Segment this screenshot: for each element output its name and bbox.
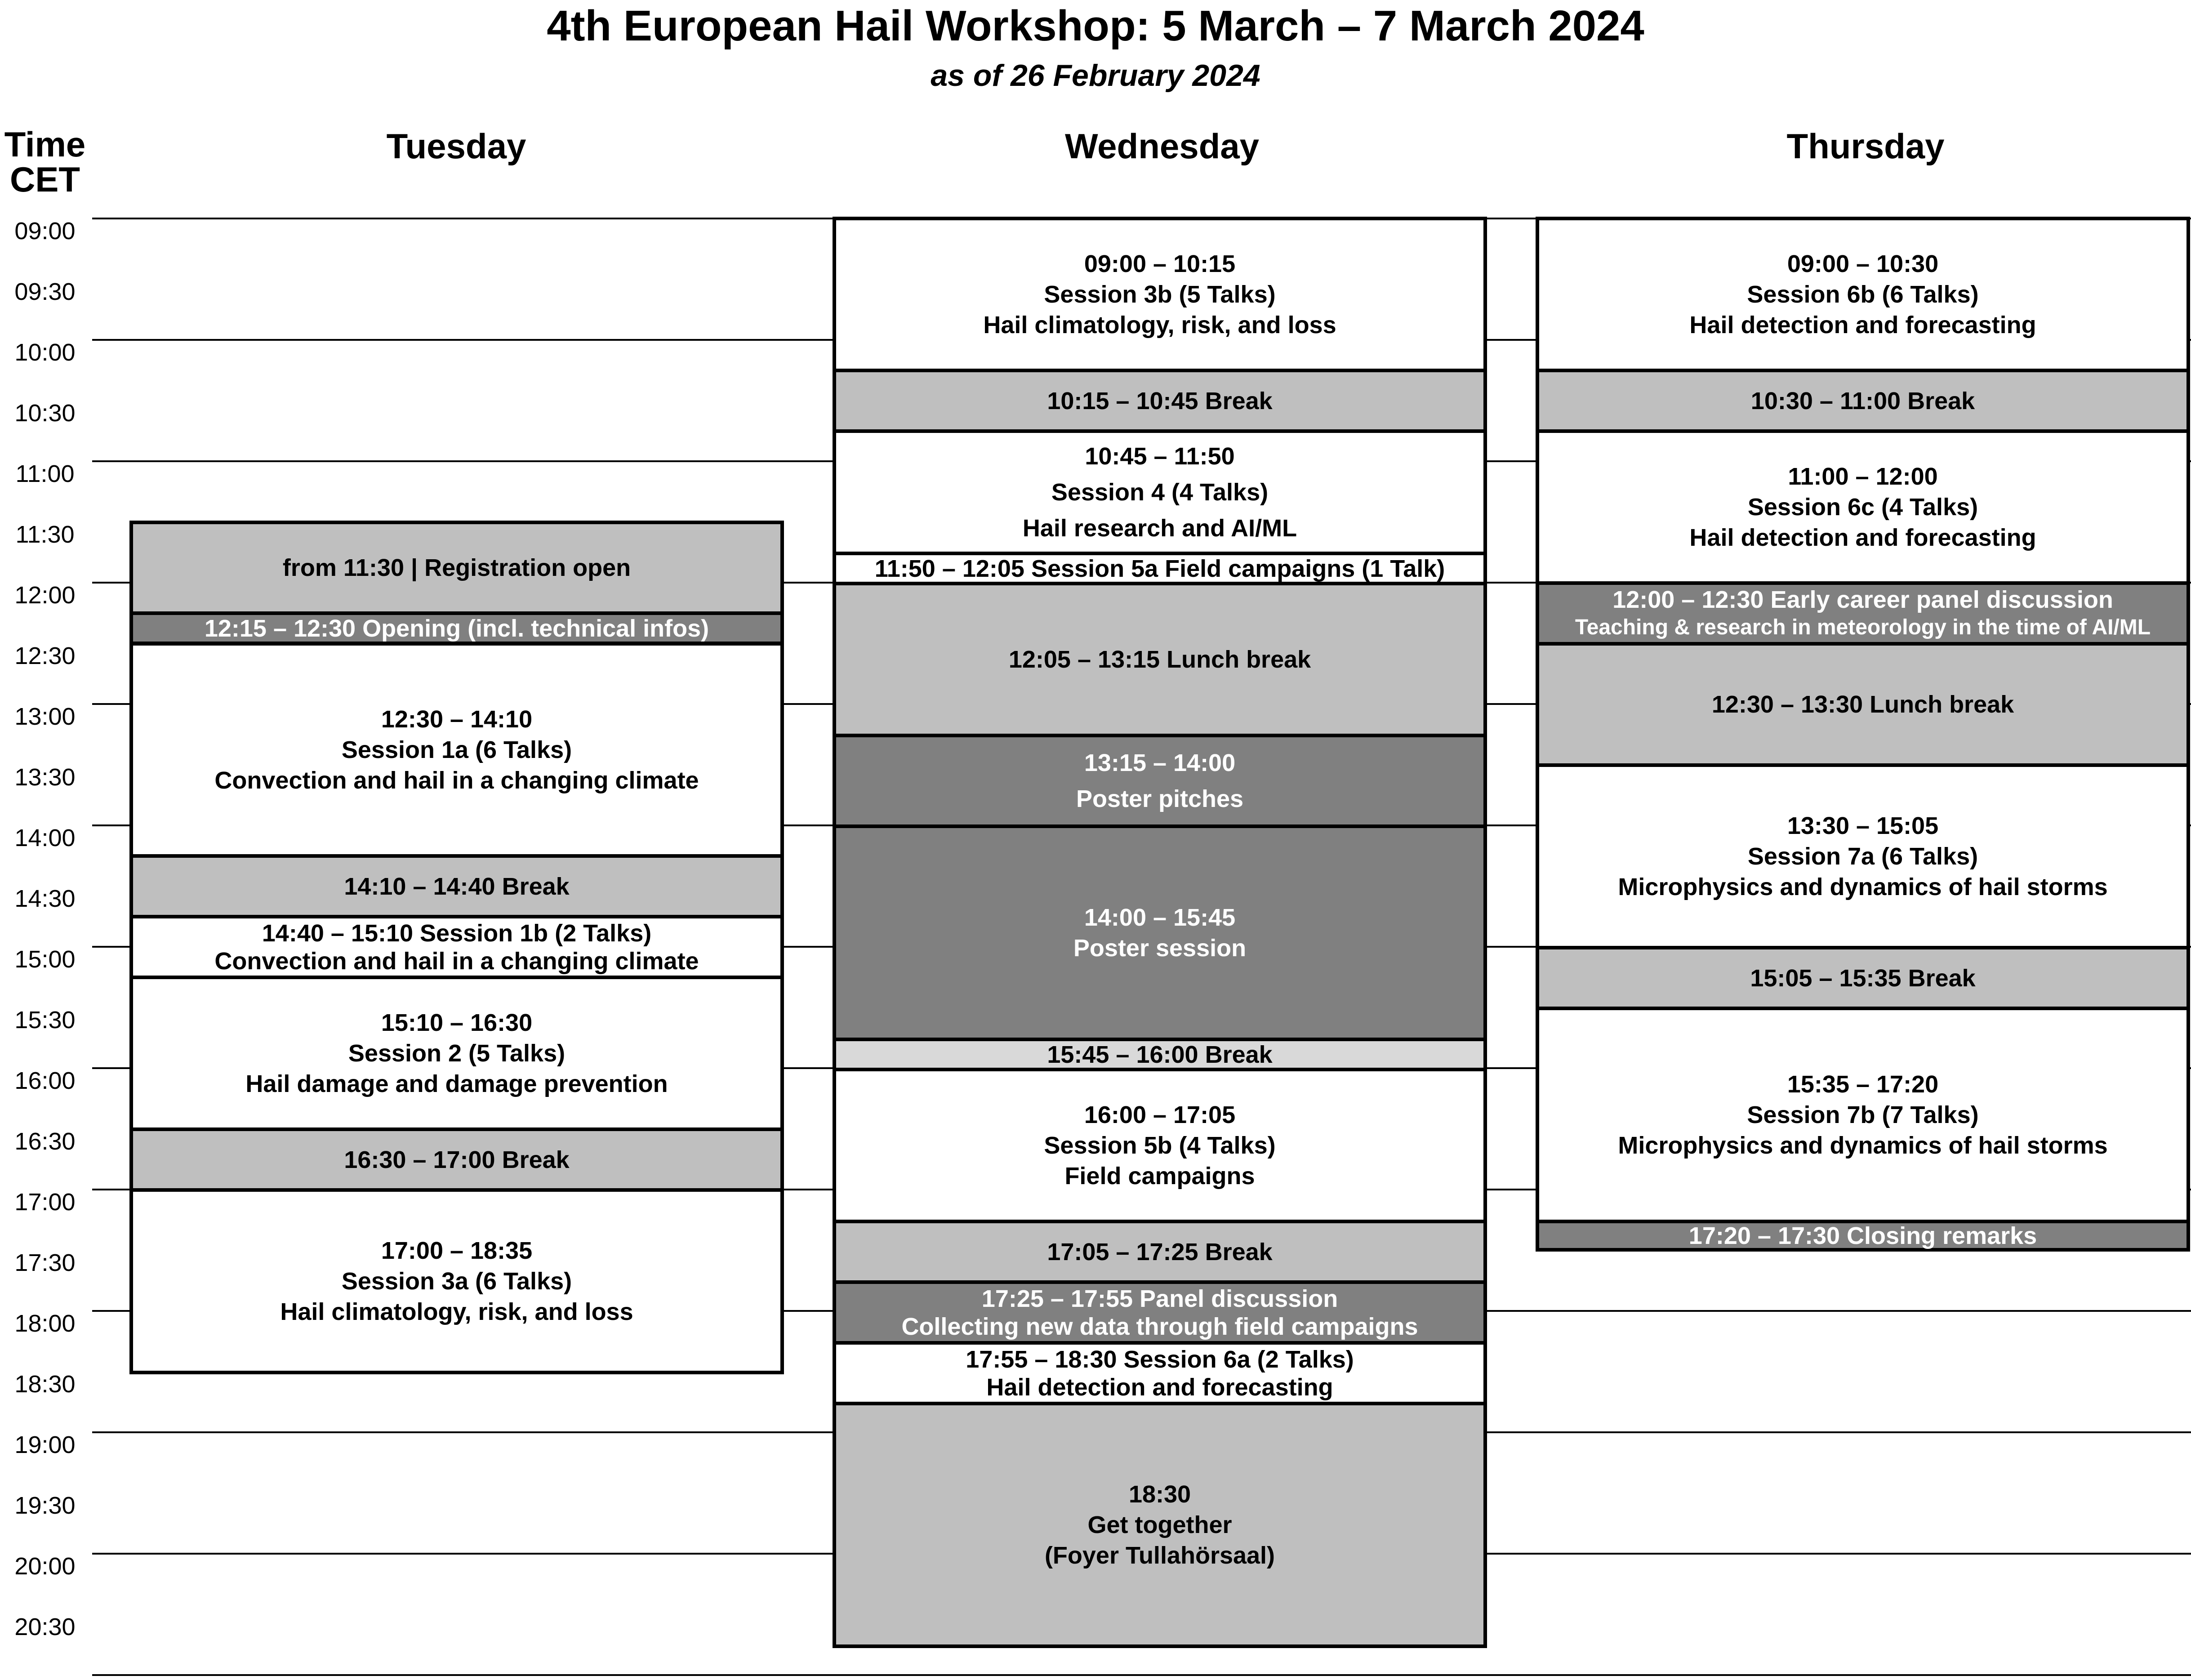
block-line: Hail detection and forecasting bbox=[1689, 312, 2036, 339]
tuesday-session-3a[interactable] bbox=[129, 1188, 784, 1374]
block-line: Session 6c (4 Talks) bbox=[1747, 494, 1978, 521]
block-line: 13:15 – 14:00 bbox=[1084, 749, 1236, 776]
block-line: Hail detection and forecasting bbox=[986, 1373, 1333, 1401]
block-line: Get together bbox=[1087, 1511, 1232, 1538]
block-line: 10:30 – 11:00 Break bbox=[1750, 387, 1975, 414]
time-label: 18:00 bbox=[14, 1310, 76, 1337]
page-subtitle: as of 26 February 2024 bbox=[931, 58, 1260, 93]
block-line: Session 7b (7 Talks) bbox=[1747, 1101, 1979, 1128]
wednesday-session-4[interactable] bbox=[833, 429, 1487, 555]
time-label: 19:30 bbox=[14, 1492, 76, 1519]
block-line: Hail climatology, risk, and loss bbox=[983, 312, 1336, 339]
block-line: 15:45 – 16:00 Break bbox=[1047, 1041, 1273, 1068]
block-line: Poster pitches bbox=[1076, 785, 1244, 812]
block-line: Hail detection and forecasting bbox=[1689, 524, 2036, 551]
block-line: Session 3b (5 Talks) bbox=[1044, 281, 1276, 308]
tuesday-session-2[interactable] bbox=[129, 976, 784, 1131]
thursday-break-1[interactable] bbox=[1536, 369, 2190, 433]
block-line: Session 7a (6 Talks) bbox=[1747, 843, 1978, 870]
block-line: 15:05 – 15:35 Break bbox=[1750, 964, 1976, 992]
wednesday-break-2[interactable] bbox=[833, 1038, 1487, 1071]
block-line: 15:10 – 16:30 bbox=[381, 1009, 533, 1036]
time-label: 10:00 bbox=[14, 339, 76, 366]
block-line: 10:45 – 11:50 bbox=[1085, 443, 1235, 470]
block-line: Hail research and AI/ML bbox=[1022, 515, 1297, 542]
thursday-lunch[interactable] bbox=[1536, 642, 2190, 767]
time-label: 09:30 bbox=[14, 278, 76, 305]
block-line: Session 2 (5 Talks) bbox=[348, 1040, 566, 1067]
block-line: 15:35 – 17:20 bbox=[1787, 1071, 1939, 1098]
hour-grid-line bbox=[92, 1674, 2191, 1676]
time-label: 13:00 bbox=[14, 703, 76, 730]
tuesday-registration[interactable] bbox=[129, 521, 784, 615]
tuesday-session-1a[interactable] bbox=[129, 642, 784, 858]
thursday-session-6c[interactable] bbox=[1536, 429, 2190, 585]
time-label: 15:30 bbox=[14, 1007, 76, 1034]
tuesday-session-1b[interactable] bbox=[129, 915, 784, 979]
thursday-break-2[interactable] bbox=[1536, 946, 2190, 1010]
thursday-session-6b[interactable] bbox=[1536, 217, 2190, 372]
block-line: Session 1a (6 Talks) bbox=[341, 736, 572, 763]
wednesday-panel-discussion[interactable] bbox=[833, 1280, 1487, 1345]
wednesday-session-6a[interactable] bbox=[833, 1341, 1487, 1405]
wednesday-get-together[interactable] bbox=[833, 1402, 1487, 1648]
block-line: 16:00 – 17:05 bbox=[1084, 1101, 1236, 1128]
block-line: 12:30 – 14:10 bbox=[381, 706, 533, 733]
block-line: 16:30 – 17:00 Break bbox=[344, 1146, 570, 1173]
time-label: 16:00 bbox=[14, 1067, 76, 1094]
block-line: Poster session bbox=[1073, 935, 1247, 962]
block-line: 14:10 – 14:40 Break bbox=[344, 873, 570, 900]
block-line: Convection and hail in a changing climate bbox=[214, 767, 699, 794]
block-line: 11:50 – 12:05 Session 5a Field campaigns (1 Talk) bbox=[874, 555, 1445, 582]
thursday-session-7b[interactable] bbox=[1536, 1007, 2190, 1223]
block-line: Microphysics and dynamics of hail storms bbox=[1618, 1132, 2108, 1159]
thursday-header: Thursday bbox=[1786, 126, 1945, 166]
wednesday-header: Wednesday bbox=[1064, 126, 1260, 166]
block-line: Microphysics and dynamics of hail storms bbox=[1618, 873, 2108, 900]
block-line: 12:15 – 12:30 Opening (incl. technical infos) bbox=[204, 615, 709, 642]
time-label: 13:30 bbox=[14, 764, 76, 791]
block-line: Hail climatology, risk, and loss bbox=[280, 1298, 633, 1325]
tuesday-opening[interactable] bbox=[129, 611, 784, 645]
time-header-line-1: Time bbox=[4, 125, 86, 164]
block-line: 13:30 – 15:05 bbox=[1787, 812, 1939, 839]
block-line: 18:30 bbox=[1128, 1481, 1191, 1508]
wednesday-session-3b[interactable] bbox=[833, 217, 1487, 372]
block-line: from 11:30 | Registration open bbox=[282, 554, 631, 581]
block-line: Session 5b (4 Talks) bbox=[1044, 1132, 1276, 1159]
time-label: 11:00 bbox=[15, 460, 75, 487]
time-label: 11:30 bbox=[15, 521, 75, 548]
block-line: 12:00 – 12:30 Early career panel discussion bbox=[1612, 586, 2113, 613]
wednesday-break-1[interactable] bbox=[833, 369, 1487, 433]
block-line: (Foyer Tullahörsaal) bbox=[1044, 1542, 1275, 1569]
time-label: 12:00 bbox=[14, 582, 76, 609]
page-title: 4th European Hail Workshop: 5 March – 7 March 2024 bbox=[547, 2, 1644, 50]
wednesday-session-5b[interactable] bbox=[833, 1068, 1487, 1223]
block-line: 17:25 – 17:55 Panel discussion bbox=[981, 1285, 1338, 1312]
block-line: Convection and hail in a changing climate bbox=[214, 947, 699, 975]
time-label: 20:30 bbox=[14, 1613, 76, 1640]
time-label: 20:00 bbox=[14, 1553, 76, 1580]
block-line: Session 4 (4 Talks) bbox=[1051, 479, 1269, 506]
block-line: Teaching & research in meteorology in the time of AI/ML bbox=[1575, 615, 2151, 639]
time-label: 14:00 bbox=[14, 824, 76, 851]
thursday-session-7a[interactable] bbox=[1536, 763, 2190, 949]
wednesday-break-3[interactable] bbox=[833, 1220, 1487, 1284]
block-line: 14:00 – 15:45 bbox=[1084, 904, 1236, 931]
time-label: 15:00 bbox=[14, 946, 76, 973]
block-line: Field campaigns bbox=[1064, 1163, 1255, 1190]
tuesday-header: Tuesday bbox=[386, 126, 526, 166]
wednesday-poster-session[interactable] bbox=[833, 824, 1487, 1041]
tuesday-break-2[interactable] bbox=[129, 1127, 784, 1192]
block-line: 09:00 – 10:30 bbox=[1787, 250, 1939, 277]
time-label: 10:30 bbox=[14, 400, 76, 427]
time-label: 14:30 bbox=[14, 885, 76, 912]
time-label: 12:30 bbox=[14, 642, 76, 669]
block-line: 14:40 – 15:10 Session 1b (2 Talks) bbox=[262, 919, 652, 947]
block-line: Hail damage and damage prevention bbox=[245, 1070, 668, 1097]
block-line: 10:15 – 10:45 Break bbox=[1047, 387, 1273, 414]
block-line: 17:00 – 18:35 bbox=[381, 1237, 533, 1264]
time-label: 09:00 bbox=[14, 218, 76, 245]
tuesday-break-1[interactable] bbox=[129, 854, 784, 918]
wednesday-poster-pitches[interactable] bbox=[833, 734, 1487, 828]
time-header-line-2: CET bbox=[10, 160, 80, 199]
block-line: 17:20 – 17:30 Closing remarks bbox=[1688, 1222, 2037, 1249]
block-line: 17:05 – 17:25 Break bbox=[1047, 1238, 1273, 1266]
thursday-closing-remarks[interactable] bbox=[1536, 1220, 2190, 1252]
block-line: 17:55 – 18:30 Session 6a (2 Talks) bbox=[966, 1346, 1354, 1373]
block-line: Collecting new data through field campaigns bbox=[901, 1313, 1418, 1340]
block-line: 12:30 – 13:30 Lunch break bbox=[1711, 691, 2014, 718]
block-line: 11:00 – 12:00 bbox=[1788, 463, 1938, 490]
wednesday-lunch[interactable] bbox=[833, 582, 1487, 737]
time-label: 19:00 bbox=[14, 1431, 76, 1458]
time-label: 16:30 bbox=[14, 1128, 76, 1155]
thursday-early-career-panel[interactable] bbox=[1536, 581, 2190, 646]
time-label: 17:00 bbox=[14, 1189, 76, 1216]
time-column-header bbox=[0, 127, 90, 197]
block-line: 12:05 – 13:15 Lunch break bbox=[1008, 646, 1311, 673]
block-line: Session 6b (6 Talks) bbox=[1747, 281, 1979, 308]
time-label: 18:30 bbox=[14, 1371, 76, 1398]
wednesday-session-5a[interactable] bbox=[833, 552, 1487, 585]
block-line: Session 3a (6 Talks) bbox=[341, 1268, 572, 1295]
time-label: 17:30 bbox=[14, 1249, 76, 1276]
block-line: 09:00 – 10:15 bbox=[1084, 250, 1236, 277]
